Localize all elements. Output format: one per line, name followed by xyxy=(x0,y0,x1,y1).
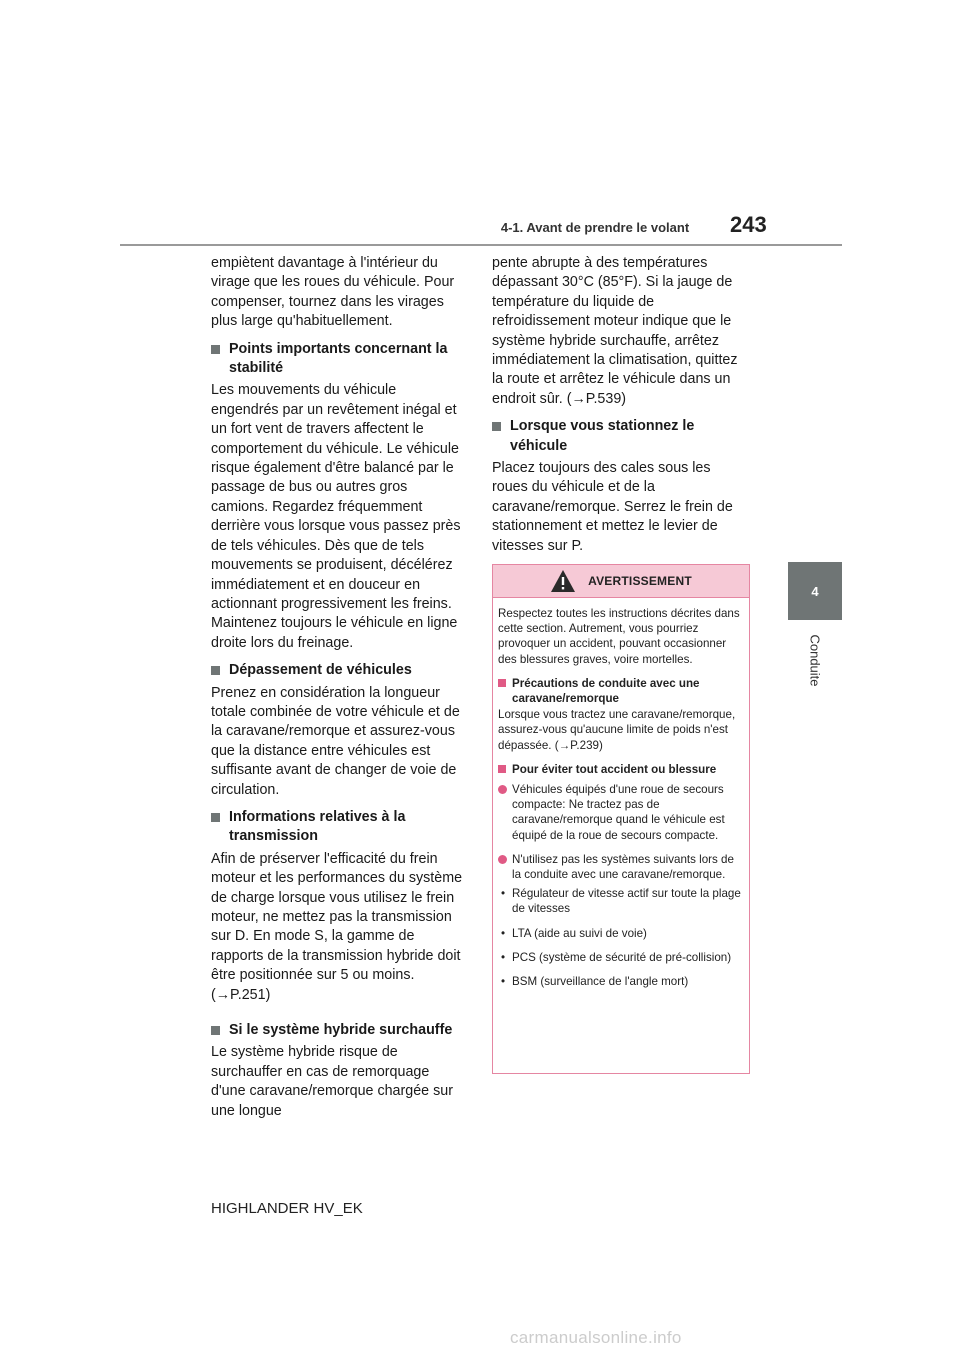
right-column xyxy=(492,254,750,564)
chapter-tab[interactable] xyxy=(788,562,842,620)
accident-heading: Pour éviter tout accident ou blessure xyxy=(498,762,744,777)
intro-paragraph: empiètent davantage à l'intérieur du virage que les roues du véhicule. Pour compenser, tournez dans les virages plus large qu'habituellement. xyxy=(211,255,455,330)
watermark[interactable]: carmanualsonline.info xyxy=(510,1328,682,1347)
towing-heading: Précautions de conduite avec une caravane/remorque xyxy=(498,676,744,706)
chapter-label xyxy=(785,630,845,690)
bullet-item-lta: • LTA (aide au suivi de voie) xyxy=(498,926,744,941)
transmission-heading: Informations relatives à la transmission xyxy=(211,808,467,847)
chapter-label-text: Conduite xyxy=(807,633,823,687)
left-column xyxy=(211,254,467,1129)
bullet-item-bsm: • BSM (surveillance de l'angle mort) xyxy=(498,974,744,989)
parking-heading: Lorsque vous stationnez le véhicule xyxy=(492,417,750,456)
overtaking-text: Prenez en considération la longueur totale combinée de votre véhicule et de la caravane/remorque et assurez-vous que la distance entre véhicules est suffisante avant de changer de voie de circulation. xyxy=(211,684,460,798)
bullet-item-pcs: • PCS (système de sécurité de pré-collision) xyxy=(498,950,744,965)
overtaking-heading: Dépassement de véhicules xyxy=(211,661,467,680)
overheat-heading: Si le système hybride surchauffe xyxy=(211,1021,467,1040)
warning-triangle-icon xyxy=(550,569,576,593)
parking-text: Placez toujours des cales sous les roues du véhicule et de la caravane/remorque. Serrez le frein de stationnement et mettez le levier de vitesses sur P. xyxy=(492,460,733,554)
stability-heading: Points importants concernant la stabilité xyxy=(211,340,467,379)
warning-box xyxy=(492,564,750,1074)
towing-text: Lorsque vous tractez une caravane/remorque, assurez-vous qu'aucune limite de poids n'est dépassée. (→P.239) xyxy=(498,708,736,752)
dot-item-spare-tire: Véhicules équipés d'une roue de secours compacte: Ne tractez pas de caravane/remorque quand le véhicule est équipé de la roue de secours compacte. xyxy=(498,782,744,843)
warning-title: AVERTISSEMENT xyxy=(588,574,692,588)
warning-intro: Respectez toutes les instructions décrites dans cette section. Autrement, vous pourriez provoquer un accident, pouvant occasionner des blessures graves, voire mortelles. xyxy=(498,607,740,666)
chapter-number: 4 xyxy=(811,583,819,599)
page-number: 243 xyxy=(730,212,767,237)
dot-item-systems: N'utilisez pas les systèmes suivants lors de la conduite avec une caravane/remorque. xyxy=(498,852,744,882)
warning-body xyxy=(493,598,749,989)
stability-text: Les mouvements du véhicule engendrés par un revêtement inégal et un fort vent de travers affectent le comportement du véhicule. Le véhicule risque également d'être balancé par le passage de bus ou autres gros camions. Regardez fréquemment derrière vous lorsque vous passez près de tels véhicules. Dès que de tels mouvements se produisent, décélérez immédiatement et en douceur en actionnant progressivement les freins. Maintenez toujours le véhicule en ligne droite lors du freinage. xyxy=(211,382,461,651)
transmission-text: Afin de préserver l'efficacité du frein moteur et les performances du système de charge lorsque vous utilisez le frein moteur, ne mettez pas la transmission sur D. En mode S, la gamme de rapports de la transmission hybride doit être positionnée sur 5 ou moins. (→P.251) xyxy=(211,850,463,1003)
footer-model-name: HIGHLANDER HV_EK xyxy=(211,1200,363,1217)
warning-header xyxy=(493,565,749,598)
bullet-item-cruise-control: • Régulateur de vitesse actif sur toute la plage de vitesses xyxy=(498,886,744,916)
header-divider xyxy=(120,244,842,246)
overheat-text: Le système hybride risque de surchauffer en cas de remorquage d'une caravane/remorque chargée sur une longue xyxy=(211,1044,453,1119)
overheat-continuation: pente abrupte à des températures dépassant 30°C (85°F). Si la jauge de température du liquide de refroidissement moteur indique que le système hybride surchauffe, arrêtez immédiatement la climatisation, quittez la route et arrêtez le véhicule dans un endroit sûr. (→P.539) xyxy=(492,255,738,407)
section-title: 4-1. Avant de prendre le volant xyxy=(500,220,690,235)
